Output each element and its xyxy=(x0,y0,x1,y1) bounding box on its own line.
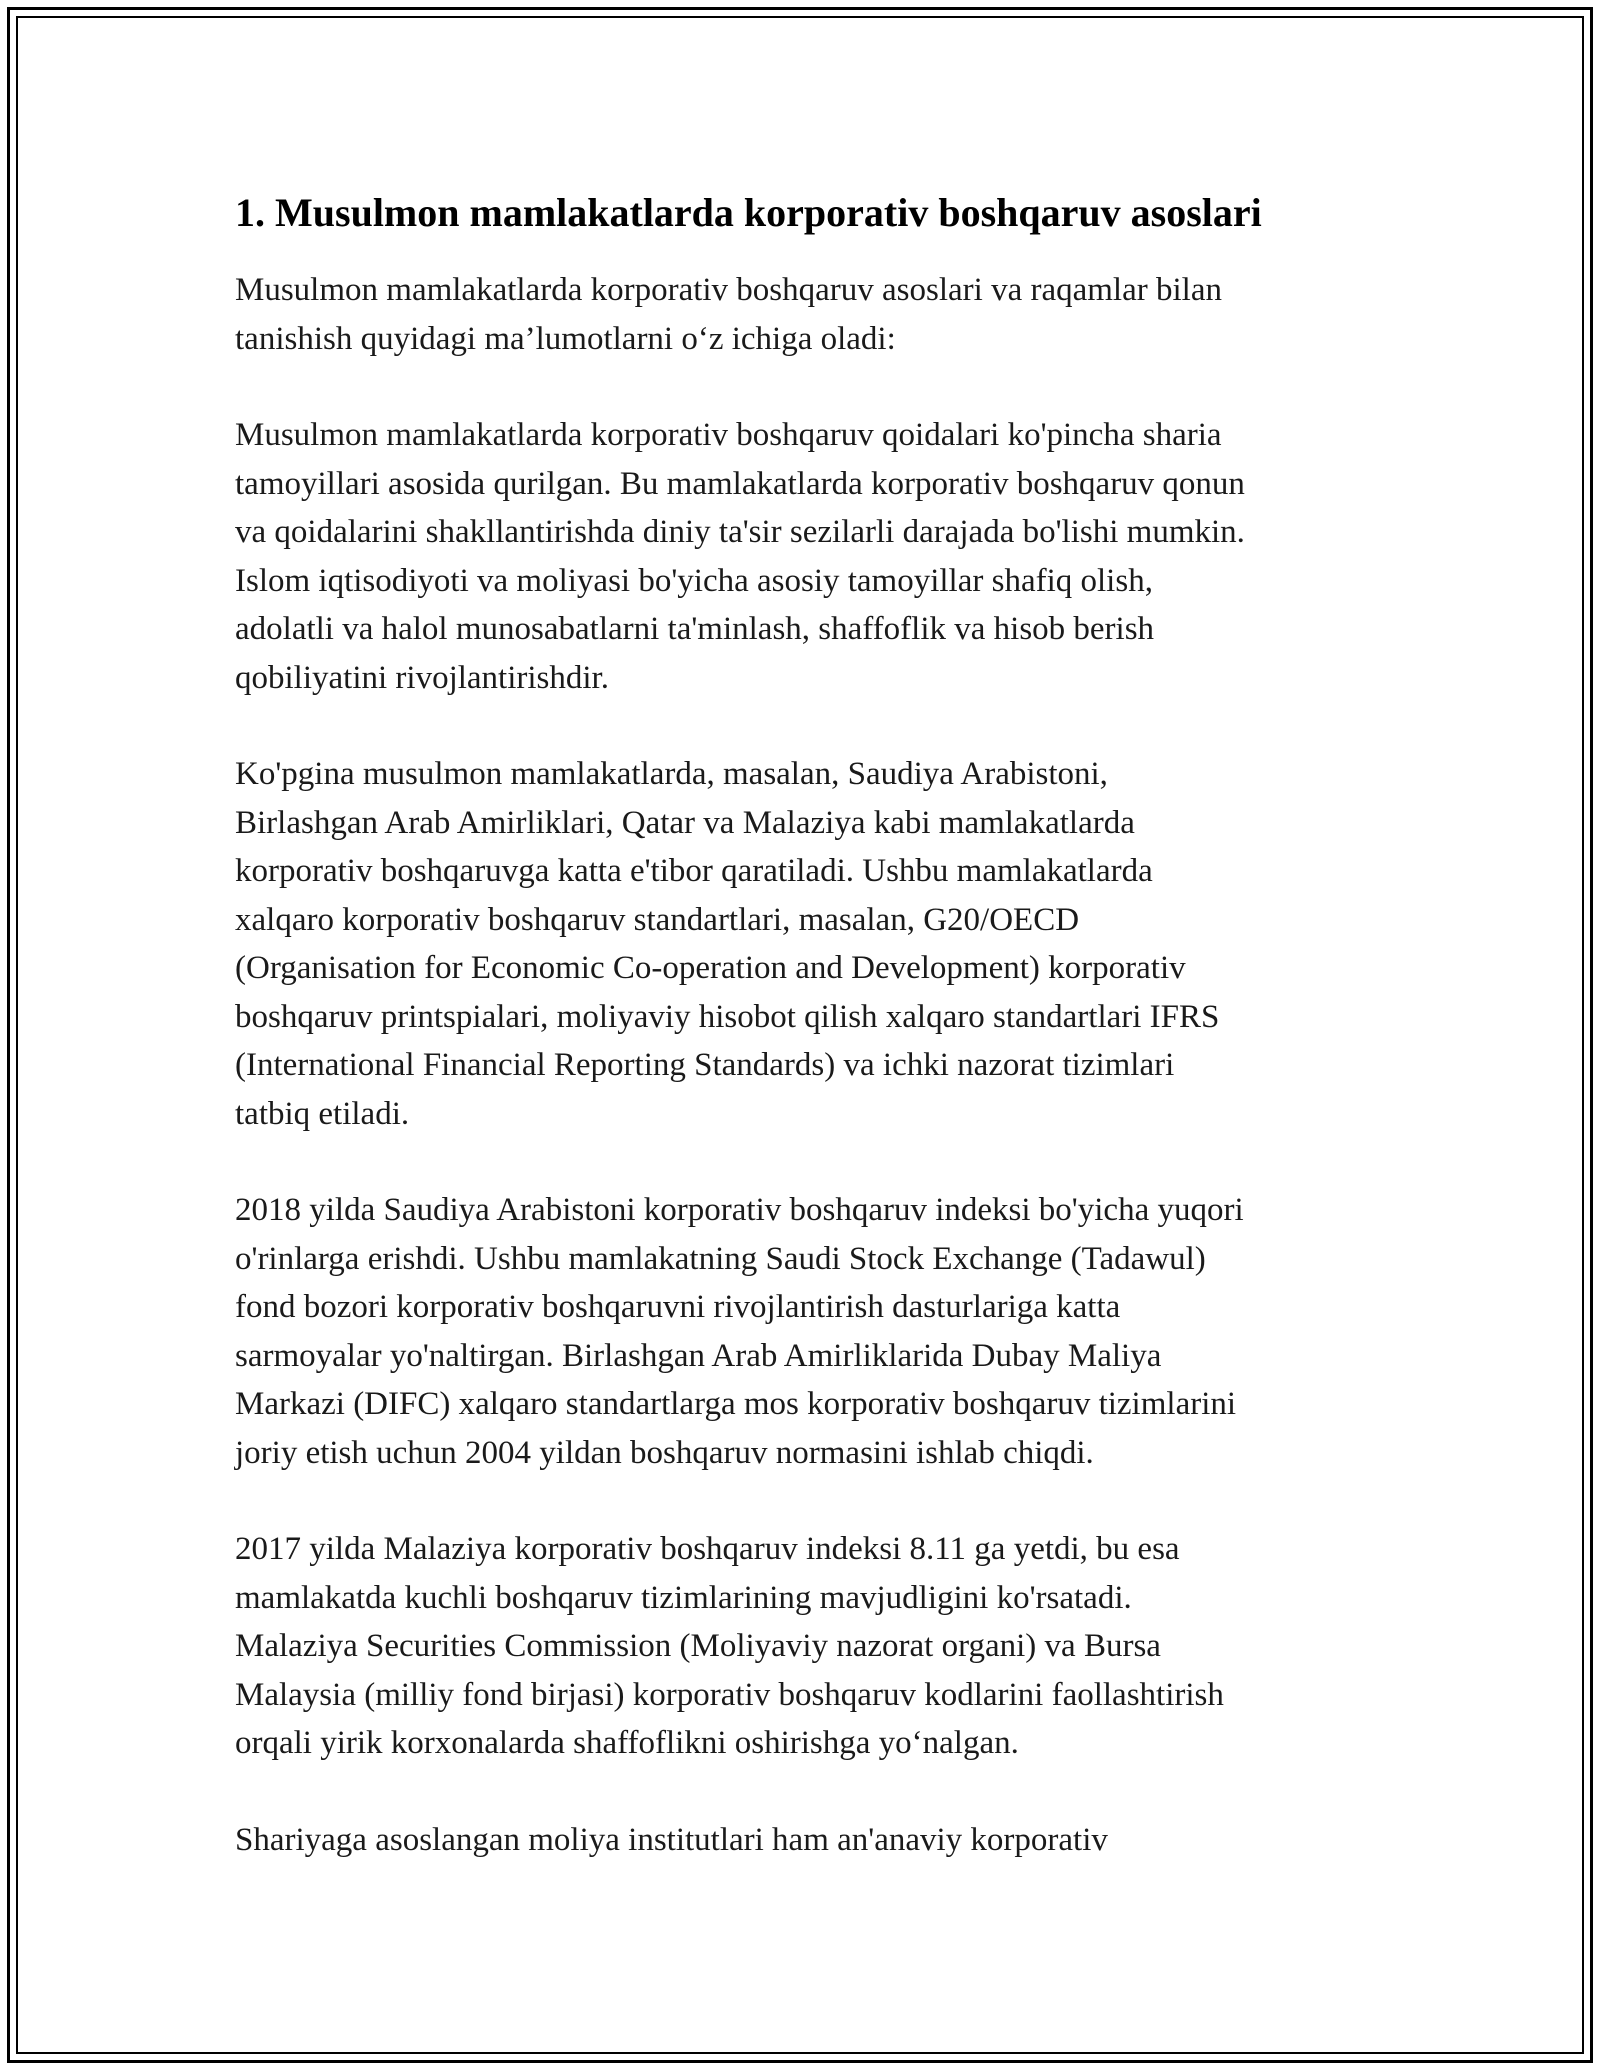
paragraph-malaysia: 2017 yilda Malaziya korporativ boshqaruv indeksi 8.11 ga yetdi, bu esa mamlakatda kuchli boshqaruv tizimlarining mavjudligini ko'rsatadi. Malaziya Securities Commission (Moliyaviy nazorat organi) va Bursa Malaysia (milliy fond birjasi) korporativ boshqaruv kodlarini faollashtirish orqali yirik korxonalarda shaffoflikni oshirishga yo‘nalgan. xyxy=(235,1531,1224,1761)
document-body xyxy=(235,188,1375,1912)
paragraph-saudi-uae: 2018 yilda Saudiya Arabistoni korporativ boshqaruv indeksi bo'yicha yuqori o'rinlarga erishdi. Ushbu mamlakatning Saudi Stock Exchange (Tadawul) fond bozori korporativ boshqaruvni rivojlantirish dasturlariga katta sarmoyalar yo'naltirgan. Birlashgan Arab Amirliklarida Dubay Maliya Markazi (DIFC) xalqaro standartlarga mos korporativ boshqaruv tizimlarini joriy etish uchun 2004 yildan boshqaruv normasini ishlab chiqdi. xyxy=(235,1192,1244,1471)
section-heading: 1. Musulmon mamlakatlarda korporativ boshqaruv asoslari xyxy=(235,190,1262,235)
paragraph-sharia-institutions: Shariyaga asoslangan moliya institutlari ham an'anaviy korporativ xyxy=(235,1821,1108,1858)
paragraph-sharia-principles: Musulmon mamlakatlarda korporativ boshqaruv qoidalari ko'pincha sharia tamoyillari asosida qurilgan. Bu mamlakatlarda korporativ boshqaruv qonun va qoidalarini shakllantirishda diniy ta'sir sezilarli darajada bo'lishi mumkin. Islom iqtisodiyoti va moliyasi bo'yicha asosiy tamoyillar shafiq olish, adolatli va halol munosabatlarni ta'minlash, shaffoflik va hisob berish qobiliyatini rivojlantirishdir. xyxy=(235,417,1245,696)
paragraph-international-standards: Ko'pgina musulmon mamlakatlarda, masalan, Saudiya Arabistoni, Birlashgan Arab Amirliklari, Qatar va Malaziya kabi mamlakatlarda korporativ boshqaruvga katta e'tibor qaratiladi. Ushbu mamlakatlarda xalqaro korporativ boshqaruv standartlari, masalan, G20/OECD (Organisation for Economic Co-operation and Development) korporativ boshqaruv printspialari, moliyaviy hisobot qilish xalqaro standartlari IFRS (International Financial Reporting Standards) va ichki nazorat tizimlari tatbiq etiladi. xyxy=(235,756,1220,1132)
paragraph-intro: Musulmon mamlakatlarda korporativ boshqaruv asoslari va raqamlar bilan tanishish quyidagi ma’lumotlarni o‘z ichiga oladi: xyxy=(235,272,1222,357)
